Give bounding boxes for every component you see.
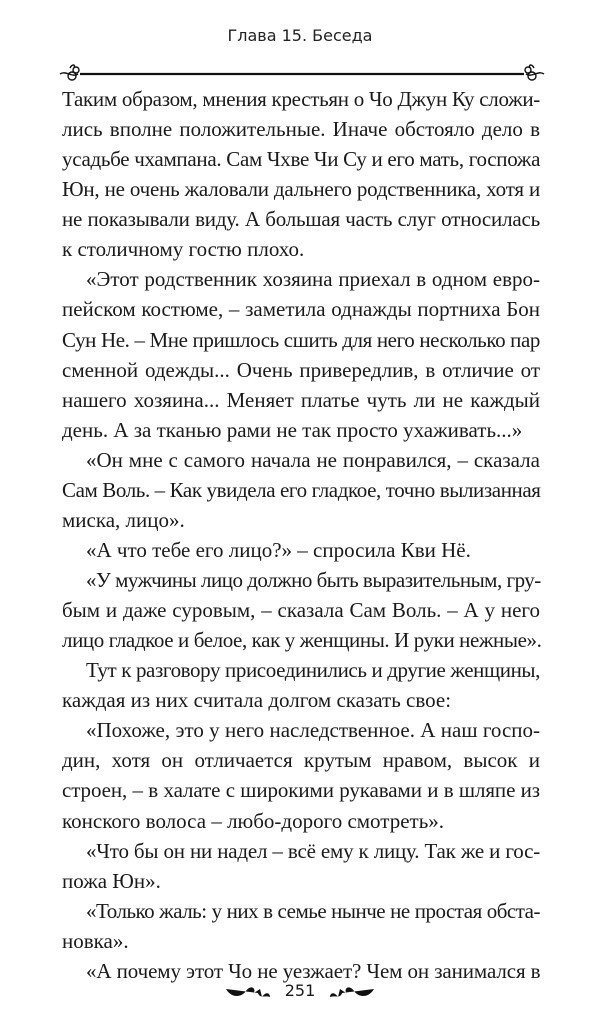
- text-line: бым и даже суровым, – сказала Сам Воль. – А у него: [62, 598, 540, 623]
- text-line: не показывали виду. А большая часть слуг относилась: [62, 207, 540, 232]
- footer-ornament-right-icon: [328, 981, 376, 1001]
- text-line: «А почему этот Чо не уезжает? Чем он занимался в: [86, 958, 541, 983]
- running-header: Глава 15. Беседа: [227, 26, 373, 45]
- text-line: «Этот родственник хозяина приехал в одном евро-: [86, 267, 540, 292]
- text-line: «Похоже, это у него наследственное. А наш госпо-: [86, 718, 540, 743]
- text-line: «У мужчины лицо должно быть выразительным, гру-: [86, 568, 541, 592]
- text-line: Таким образом, мнения крестьян о Чо Джун Ку сложи-: [62, 87, 540, 111]
- body-text: [62, 84, 540, 986]
- text-line: день. А за тканью рами не так просто ухаживать...»: [62, 417, 523, 442]
- flourish-left-icon: [60, 65, 79, 80]
- text-line: сменной одежды... Очень привередлив, в отличие от: [62, 357, 540, 382]
- text-line: конского волоса – любо-дорого смотреть».: [62, 808, 445, 833]
- text-line: Сун Не. – Мне пришлось сшить для него несколько пар: [62, 327, 540, 352]
- text-line: строен, – в халате с широкими рукавами и в шляпе из: [62, 778, 540, 803]
- text-line: «А что тебе его лицо?» – спросила Кви Нё.: [86, 537, 471, 562]
- page-number: 251: [284, 981, 316, 1000]
- text-line: дин, хотя он отличается крутым нравом, высок и: [62, 748, 540, 773]
- text-line: Сам Воль. – Как увидела его гладкое, точно вылизанная: [62, 477, 541, 502]
- text-line: Тут к разговору присоединились и другие женщины,: [86, 658, 540, 683]
- text-line: усадьбе чхампана. Сам Чхве Чи Су и его мать, госпожа: [62, 147, 541, 172]
- text-line: лись вполне положительные. Иначе обстояло дело в: [62, 117, 540, 142]
- text-line: Юн, не очень жаловали дальнего родственника, хотя и: [62, 177, 540, 202]
- footer-ornament-left-icon: [224, 981, 272, 1001]
- text-line: к столичному гостю плохо.: [62, 237, 305, 262]
- text-line: нашего хозяина... Меняет платье чуть ли не каждый: [62, 387, 540, 412]
- text-line: каждая из них считала долгом сказать свое:: [62, 688, 452, 713]
- text-line: «Только жаль: у них в семье нынче не простая обста-: [86, 898, 540, 923]
- ornamental-rule: [58, 62, 546, 86]
- text-line: пейском костюме, – заметила однажды портниха Бон: [62, 297, 540, 322]
- text-line: пожа Юн».: [62, 868, 161, 893]
- page-footer: [0, 980, 600, 1001]
- text-line: новка».: [62, 928, 129, 953]
- text-line: «Что бы он ни надел – всё ему к лицу. Так же и гос-: [86, 838, 540, 863]
- text-line: лицо гладкое и белое, как у женщины. И руки нежные».: [62, 628, 542, 653]
- flourish-right-icon: [525, 65, 544, 80]
- text-line: «Он мне с самого начала не понравился, – сказала: [86, 447, 540, 472]
- text-line: миска, лицо».: [62, 507, 185, 532]
